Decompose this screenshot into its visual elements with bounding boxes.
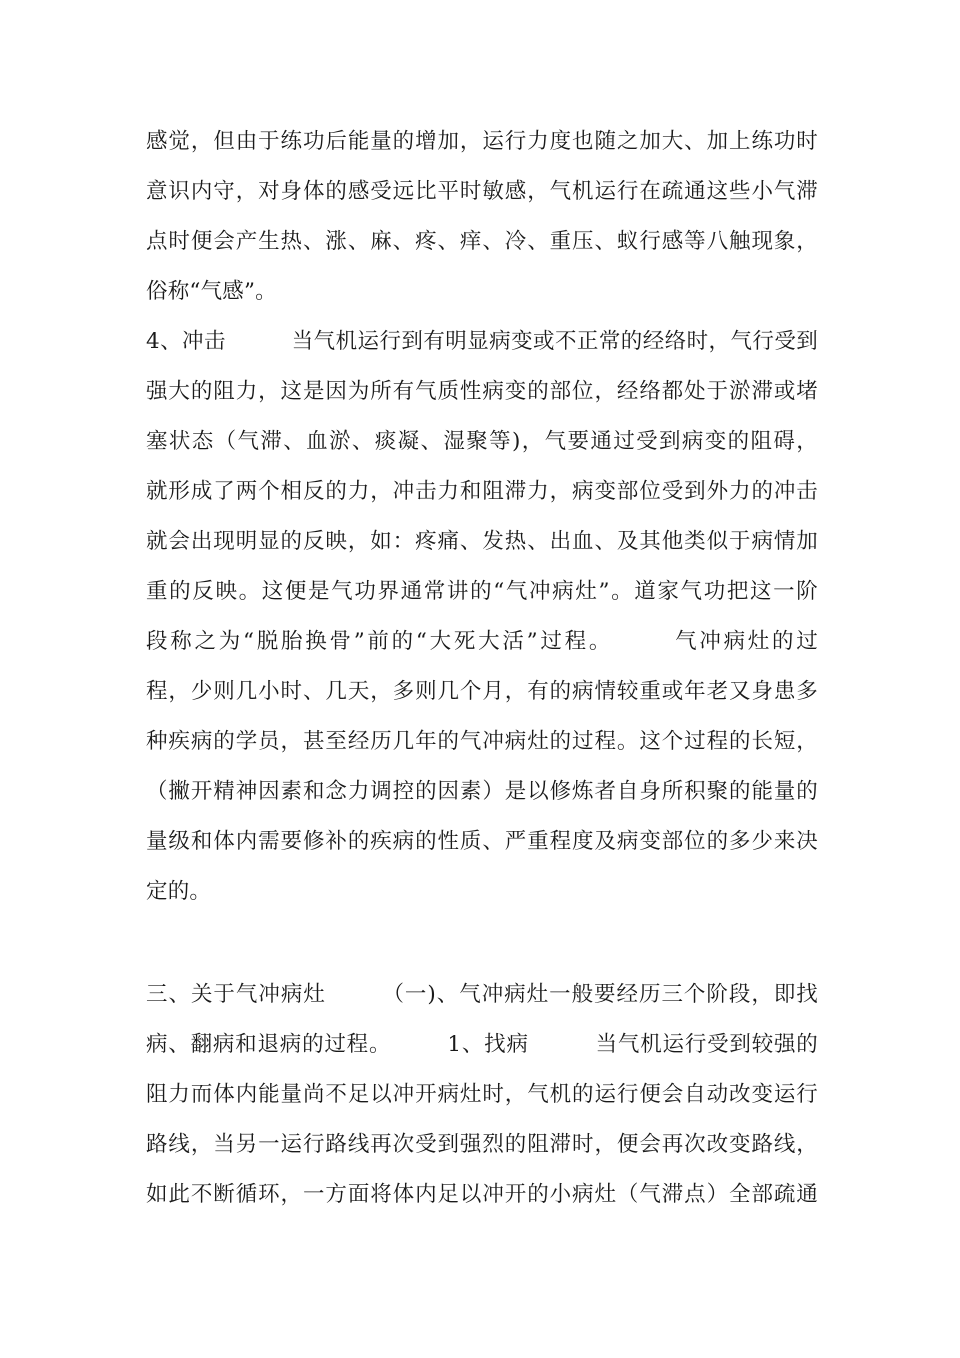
text-line: 感觉，但由于练功后能量的增加，运行力度也随之加大、加上练功时 <box>146 129 818 154</box>
text-line: （撇开精神因素和念力调控的因素）是以修炼者自身所积聚的能量的 <box>146 779 818 804</box>
text-line: 俗称“气感”。 <box>146 279 277 304</box>
text-line: 段称之为“脱胎换骨”前的“大死大活”过程。 气冲病灶的过 <box>146 629 818 654</box>
text-line: 就会出现明显的反映，如：疼痛、发热、出血、及其他类似于病情加 <box>146 529 818 554</box>
text-line: 强大的阻力，这是因为所有气质性病变的部位，经络都处于淤滞或堵 <box>146 379 818 404</box>
text-line: 病、翻病和退病的过程。 1、找病 当气机运行受到较强的 <box>146 1032 818 1057</box>
text-line: 阻力而体内能量尚不足以冲开病灶时，气机的运行便会自动改变运行 <box>146 1082 818 1107</box>
text-line: 意识内守，对身体的感受远比平时敏感，气机运行在疏通这些小气滞 <box>146 179 818 204</box>
text-line: 三、关于气冲病灶 （一)、气冲病灶一般要经历三个阶段，即找 <box>146 982 818 1007</box>
text-line: 4、冲击 当气机运行到有明显病变或不正常的经络时，气行受到 <box>146 329 818 354</box>
text-line: 重的反映。这便是气功界通常讲的“气冲病灶”。道家气功把这一阶 <box>146 579 818 604</box>
text-line: 量级和体内需要修补的疾病的性质、严重程度及病变部位的多少来决 <box>146 829 818 854</box>
text-line: 定的。 <box>146 879 212 904</box>
text-line: 就形成了两个相反的力，冲击力和阻滞力，病变部位受到外力的冲击 <box>146 479 818 504</box>
text-line: 路线，当另一运行路线再次受到强烈的阻滞时，便会再次改变路线， <box>146 1132 818 1157</box>
text-line: 如此不断循环，一方面将体内足以冲开的小病灶（气滞点）全部疏通 <box>146 1182 818 1207</box>
text-line: 塞状态（气滞、血淤、痰凝、湿聚等)，气要通过受到病变的阻碍， <box>146 429 818 454</box>
text-line: 种疾病的学员，甚至经历几年的气冲病灶的过程。这个过程的长短， <box>146 729 818 754</box>
text-line: 点时便会产生热、涨、麻、疼、痒、冷、重压、蚁行感等八触现象， <box>146 229 818 254</box>
text-line: 程，少则几小时、几天，多则几个月，有的病情较重或年老又身患多 <box>146 679 818 704</box>
